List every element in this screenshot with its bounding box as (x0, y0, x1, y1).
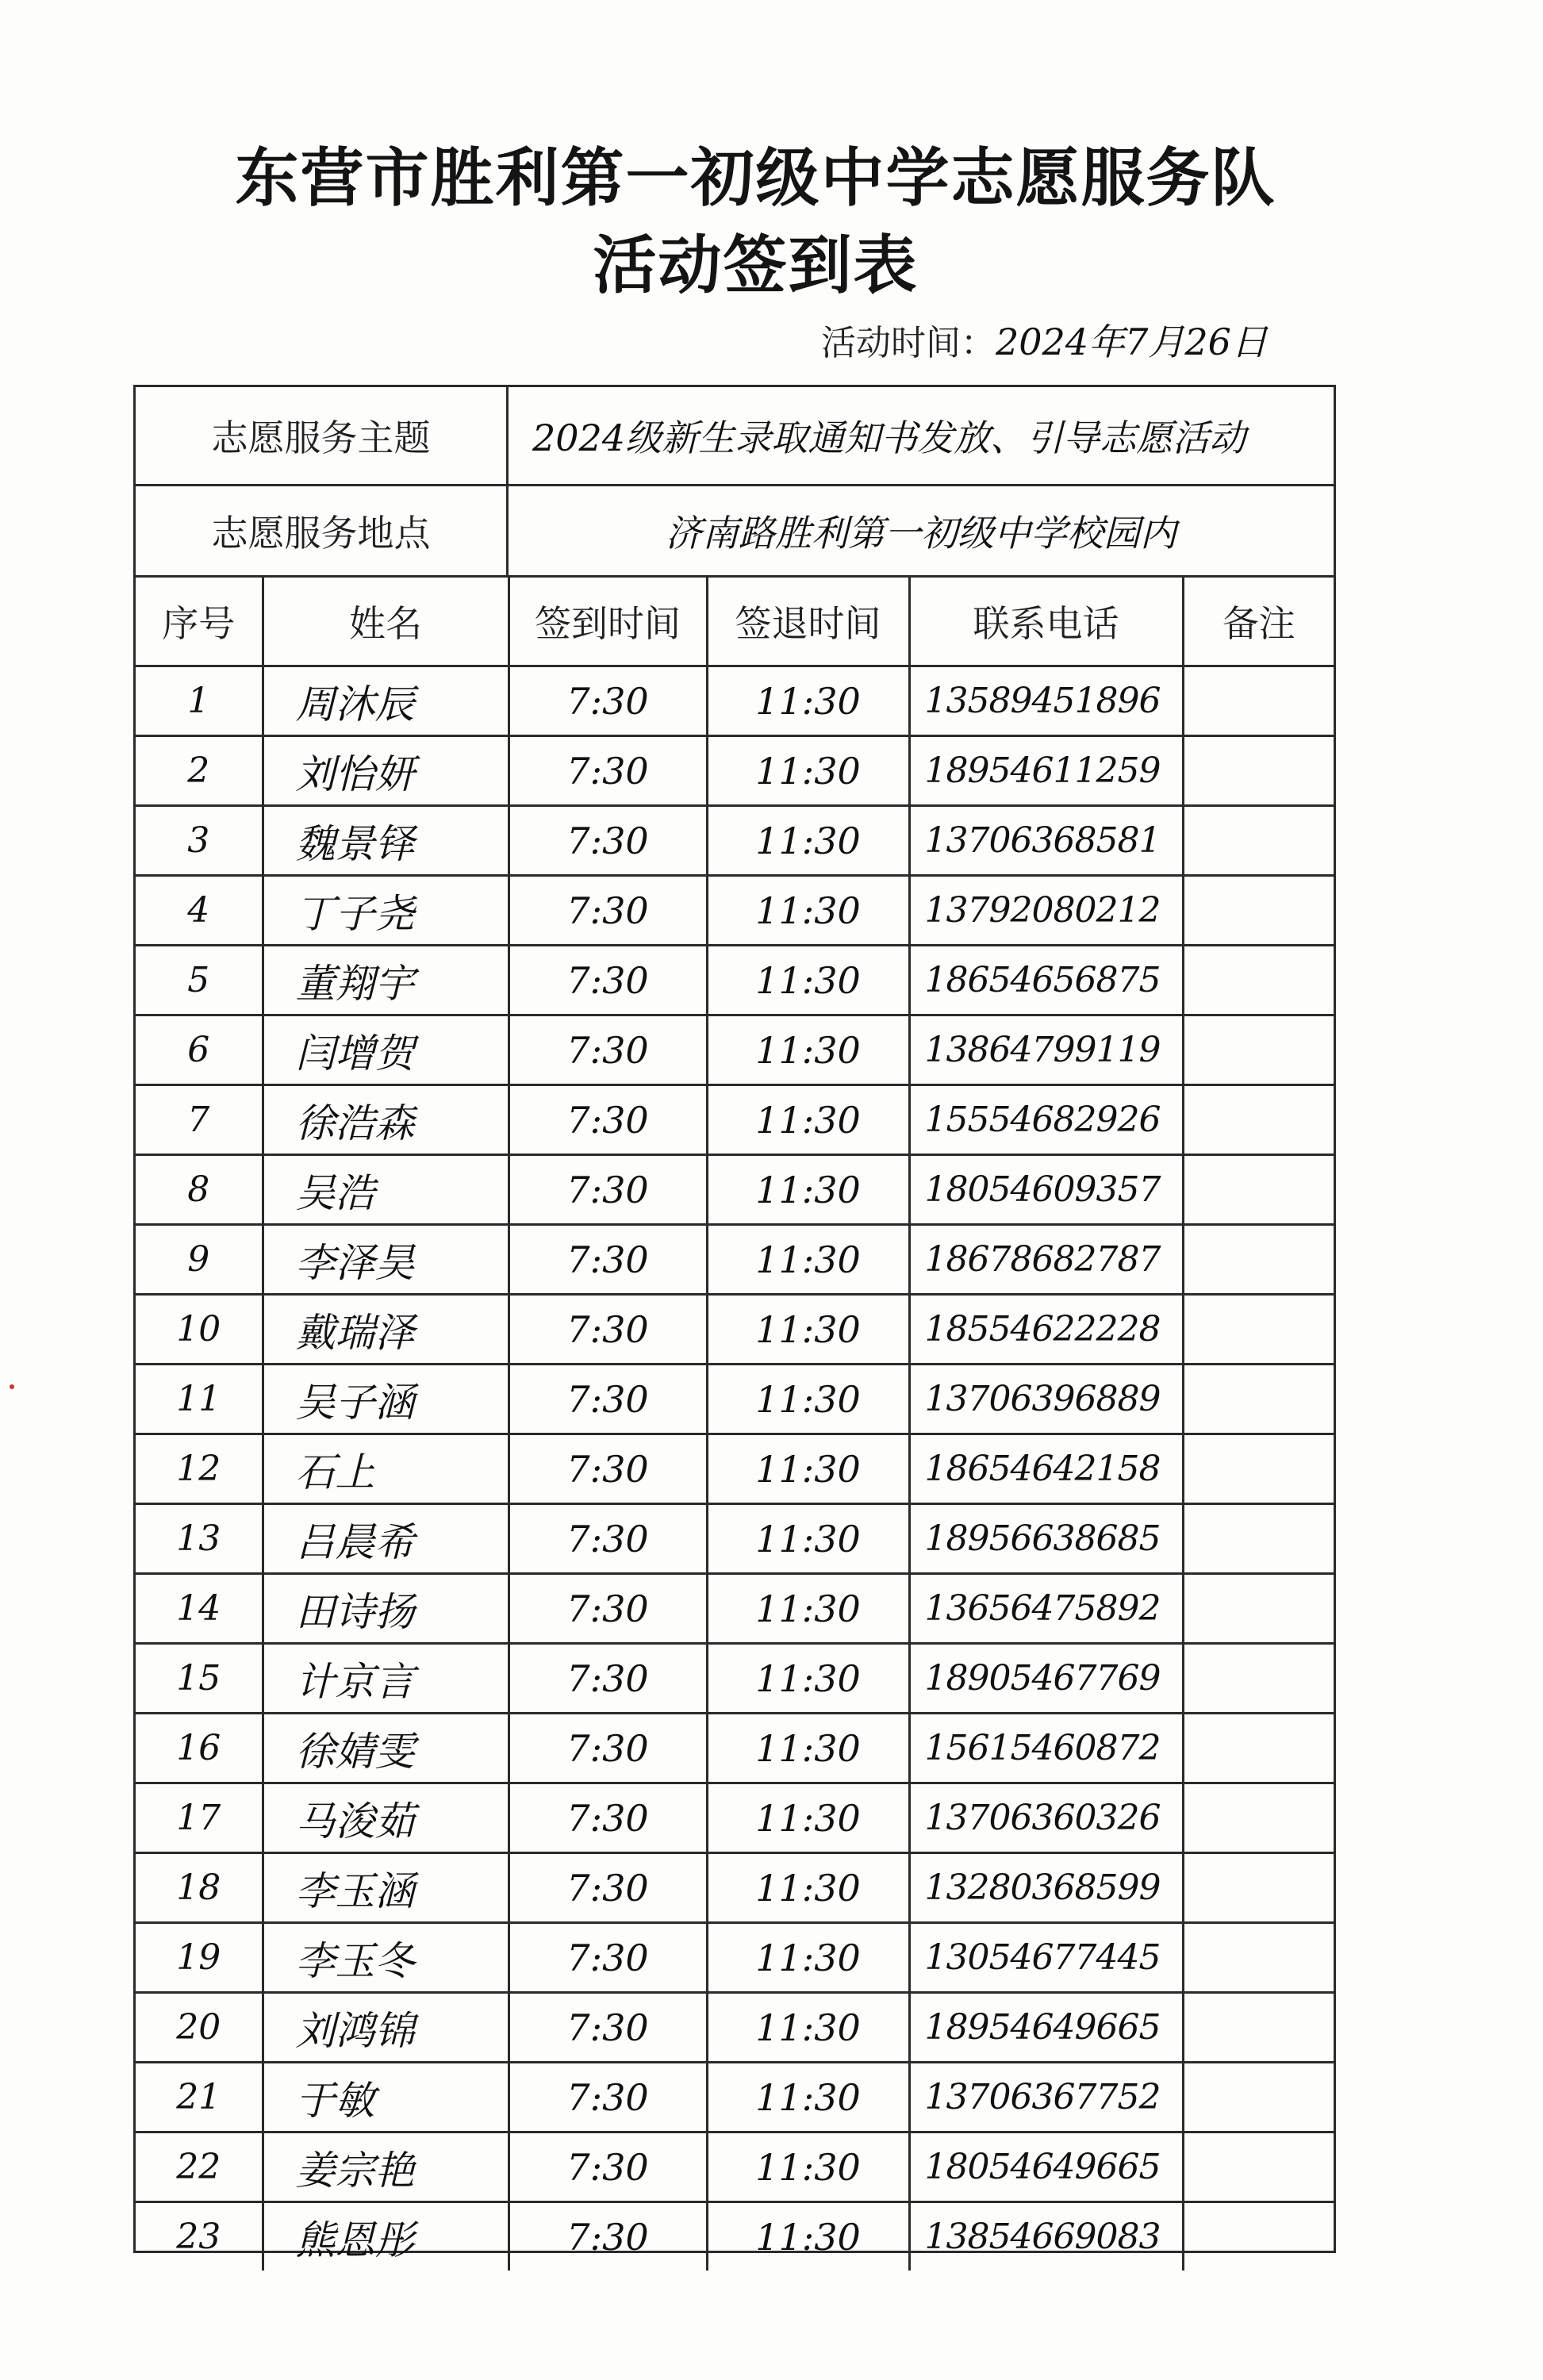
row-sign-out-time: 11:30 (707, 1015, 909, 1085)
row-name: 熊恩彤 (263, 2202, 509, 2271)
row-note (1183, 946, 1334, 1015)
roster-body (136, 666, 1334, 2271)
table-row (136, 1085, 1334, 1155)
location-label: 志愿服务地点 (136, 486, 509, 575)
table-row (136, 2132, 1334, 2202)
row-number: 23 (136, 2202, 263, 2271)
row-sign-in-time: 7:30 (509, 2132, 707, 2202)
document-title: 东营市胜利第一初级中学志愿服务队 (235, 141, 1276, 215)
row-phone: 13854669083 (909, 2202, 1183, 2271)
row-note (1183, 1225, 1334, 1295)
row-number: 15 (136, 1644, 263, 1714)
row-note (1183, 1295, 1334, 1365)
row-note (1183, 876, 1334, 946)
table-row (136, 1434, 1334, 1504)
row-note (1183, 1155, 1334, 1225)
row-phone: 13589451896 (909, 666, 1183, 736)
volunteer-roster-table (136, 578, 1334, 2271)
row-name: 戴瑞泽 (263, 1295, 509, 1365)
row-sign-out-time: 11:30 (707, 2132, 909, 2202)
row-phone: 13706360326 (909, 1783, 1183, 1853)
row-number: 6 (136, 1015, 263, 1085)
header-name: 姓名 (263, 578, 509, 666)
row-sign-out-time: 11:30 (707, 1783, 909, 1853)
row-sign-out-time: 11:30 (707, 946, 909, 1015)
row-name: 刘鸿锦 (263, 1993, 509, 2063)
table-row (136, 1225, 1334, 1295)
row-phone: 13280368599 (909, 1853, 1183, 1923)
row-sign-in-time: 7:30 (509, 876, 707, 946)
row-sign-out-time: 11:30 (707, 876, 909, 946)
row-sign-out-time: 11:30 (707, 1434, 909, 1504)
scan-speck (10, 1384, 14, 1389)
row-number: 17 (136, 1783, 263, 1853)
document-subtitle: 活动签到表 (593, 228, 919, 302)
row-sign-in-time: 7:30 (509, 2202, 707, 2271)
table-row (136, 1853, 1334, 1923)
row-sign-out-time: 11:30 (707, 736, 909, 806)
table-row (136, 806, 1334, 876)
row-phone: 18954611259 (909, 736, 1183, 806)
table-row (136, 1574, 1334, 1644)
row-name: 马浚茹 (263, 1783, 509, 1853)
header-sign-out-time: 签退时间 (707, 578, 909, 666)
row-sign-out-time: 11:30 (707, 1644, 909, 1714)
row-sign-in-time: 7:30 (509, 1434, 707, 1504)
row-phone: 15615460872 (909, 1714, 1183, 1783)
theme-label: 志愿服务主题 (136, 387, 509, 484)
row-number: 10 (136, 1295, 263, 1365)
row-note (1183, 1644, 1334, 1714)
row-sign-in-time: 7:30 (509, 1993, 707, 2063)
table-row (136, 1993, 1334, 2063)
row-note (1183, 1085, 1334, 1155)
row-name: 吴子涵 (263, 1365, 509, 1434)
row-note (1183, 1923, 1334, 1993)
row-sign-in-time: 7:30 (509, 736, 707, 806)
row-name: 董翔宇 (263, 946, 509, 1015)
row-number: 20 (136, 1993, 263, 2063)
row-sign-out-time: 11:30 (707, 2063, 909, 2132)
row-phone: 18956638685 (909, 1504, 1183, 1574)
row-note (1183, 2063, 1334, 2132)
row-name: 李玉涵 (263, 1853, 509, 1923)
theme-value: 2024级新生录取通知书发放、引导志愿活动 (532, 416, 1246, 459)
row-name: 闫增贺 (263, 1015, 509, 1085)
sign-in-table-frame (133, 385, 1336, 2263)
row-number: 5 (136, 946, 263, 1015)
header-note: 备注 (1183, 578, 1334, 666)
location-value: 济南路胜利第一初级中学校园内 (666, 512, 1176, 555)
row-sign-out-time: 11:30 (707, 1574, 909, 1644)
row-name: 吕晨希 (263, 1504, 509, 1574)
row-sign-out-time: 11:30 (707, 1923, 909, 1993)
row-sign-in-time: 7:30 (509, 1504, 707, 1574)
row-note (1183, 1434, 1334, 1504)
table-row (136, 736, 1334, 806)
row-phone: 13864799119 (909, 1015, 1183, 1085)
table-row (136, 1155, 1334, 1225)
row-sign-in-time: 7:30 (509, 1015, 707, 1085)
row-phone: 13706396889 (909, 1365, 1183, 1434)
row-phone: 15554682926 (909, 1085, 1183, 1155)
row-sign-out-time: 11:30 (707, 1295, 909, 1365)
table-row (136, 1644, 1334, 1714)
table-row (136, 1714, 1334, 1783)
row-name: 周沐辰 (263, 666, 509, 736)
row-number: 7 (136, 1085, 263, 1155)
row-name: 姜宗艳 (263, 2132, 509, 2202)
row-phone: 13706368581 (909, 806, 1183, 876)
row-note (1183, 1783, 1334, 1853)
row-phone: 18654656875 (909, 946, 1183, 1015)
activity-date (821, 313, 1268, 366)
theme-row (136, 387, 1334, 486)
row-sign-out-time: 11:30 (707, 806, 909, 876)
row-note (1183, 1853, 1334, 1923)
row-sign-in-time: 7:30 (509, 1644, 707, 1714)
row-sign-in-time: 7:30 (509, 666, 707, 736)
row-note (1183, 666, 1334, 736)
row-phone: 18678682787 (909, 1225, 1183, 1295)
row-number: 12 (136, 1434, 263, 1504)
row-phone: 13054677445 (909, 1923, 1183, 1993)
row-phone: 13706367752 (909, 2063, 1183, 2132)
row-name: 计京言 (263, 1644, 509, 1714)
row-sign-out-time: 11:30 (707, 2202, 909, 2271)
row-sign-in-time: 7:30 (509, 1155, 707, 1225)
row-phone: 18554622228 (909, 1295, 1183, 1365)
row-note (1183, 736, 1334, 806)
row-phone: 18905467769 (909, 1644, 1183, 1714)
row-sign-in-time: 7:30 (509, 1295, 707, 1365)
row-note (1183, 1504, 1334, 1574)
row-phone: 13792080212 (909, 876, 1183, 946)
table-row (136, 1504, 1334, 1574)
row-name: 徐婧雯 (263, 1714, 509, 1783)
row-name: 田诗扬 (263, 1574, 509, 1644)
row-sign-out-time: 11:30 (707, 1504, 909, 1574)
row-number: 9 (136, 1225, 263, 1295)
row-number: 22 (136, 2132, 263, 2202)
row-sign-in-time: 7:30 (509, 946, 707, 1015)
row-name: 李泽昊 (263, 1225, 509, 1295)
row-number: 3 (136, 806, 263, 876)
row-name: 刘怡妍 (263, 736, 509, 806)
row-sign-out-time: 11:30 (707, 1993, 909, 2063)
row-number: 18 (136, 1853, 263, 1923)
row-number: 14 (136, 1574, 263, 1644)
row-name: 李玉冬 (263, 1923, 509, 1993)
row-name: 丁子尧 (263, 876, 509, 946)
row-sign-out-time: 11:30 (707, 1853, 909, 1923)
row-note (1183, 2202, 1334, 2271)
table-row (136, 2063, 1334, 2132)
table-row (136, 1365, 1334, 1434)
row-sign-in-time: 7:30 (509, 1923, 707, 1993)
header-sign-in-time: 签到时间 (509, 578, 707, 666)
table-header-row (136, 578, 1334, 666)
row-name: 徐浩森 (263, 1085, 509, 1155)
row-note (1183, 2132, 1334, 2202)
row-sign-in-time: 7:30 (509, 1783, 707, 1853)
row-number: 19 (136, 1923, 263, 1993)
table-row (136, 2202, 1334, 2271)
row-number: 16 (136, 1714, 263, 1783)
table-row (136, 1923, 1334, 1993)
table-row (136, 1015, 1334, 1085)
row-sign-in-time: 7:30 (509, 1365, 707, 1434)
row-note (1183, 1993, 1334, 2063)
row-sign-in-time: 7:30 (509, 1085, 707, 1155)
row-phone: 18654642158 (909, 1434, 1183, 1504)
row-sign-in-time: 7:30 (509, 1225, 707, 1295)
row-sign-in-time: 7:30 (509, 806, 707, 876)
row-number: 13 (136, 1504, 263, 1574)
row-phone: 18054649665 (909, 2132, 1183, 2202)
row-note (1183, 1574, 1334, 1644)
row-sign-out-time: 11:30 (707, 666, 909, 736)
table-row (136, 1295, 1334, 1365)
table-row (136, 666, 1334, 736)
row-note (1183, 1365, 1334, 1434)
row-sign-out-time: 11:30 (707, 1365, 909, 1434)
row-phone: 18054609357 (909, 1155, 1183, 1225)
table-row (136, 946, 1334, 1015)
row-name: 魏景铎 (263, 806, 509, 876)
location-row (136, 486, 1334, 578)
row-sign-out-time: 11:30 (707, 1085, 909, 1155)
row-note (1183, 806, 1334, 876)
row-note (1183, 1015, 1334, 1085)
row-sign-in-time: 7:30 (509, 2063, 707, 2132)
table-row (136, 1783, 1334, 1853)
row-number: 4 (136, 876, 263, 946)
row-name: 于敏 (263, 2063, 509, 2132)
row-phone: 18954649665 (909, 1993, 1183, 2063)
row-number: 8 (136, 1155, 263, 1225)
row-note (1183, 1714, 1334, 1783)
row-sign-out-time: 11:30 (707, 1155, 909, 1225)
row-sign-in-time: 7:30 (509, 1853, 707, 1923)
table-row (136, 876, 1334, 946)
row-sign-out-time: 11:30 (707, 1714, 909, 1783)
row-number: 1 (136, 666, 263, 736)
row-number: 11 (136, 1365, 263, 1434)
row-sign-out-time: 11:30 (707, 1225, 909, 1295)
row-phone: 13656475892 (909, 1574, 1183, 1644)
row-name: 石上 (263, 1434, 509, 1504)
row-name: 吴浩 (263, 1155, 509, 1225)
activity-date-value: 2024年7月26日 (996, 321, 1268, 363)
header-number: 序号 (136, 578, 263, 666)
row-sign-in-time: 7:30 (509, 1714, 707, 1783)
row-sign-in-time: 7:30 (509, 1574, 707, 1644)
row-number: 21 (136, 2063, 263, 2132)
activity-date-label: 活动时间： (821, 323, 996, 363)
header-phone: 联系电话 (909, 578, 1183, 666)
row-number: 2 (136, 736, 263, 806)
